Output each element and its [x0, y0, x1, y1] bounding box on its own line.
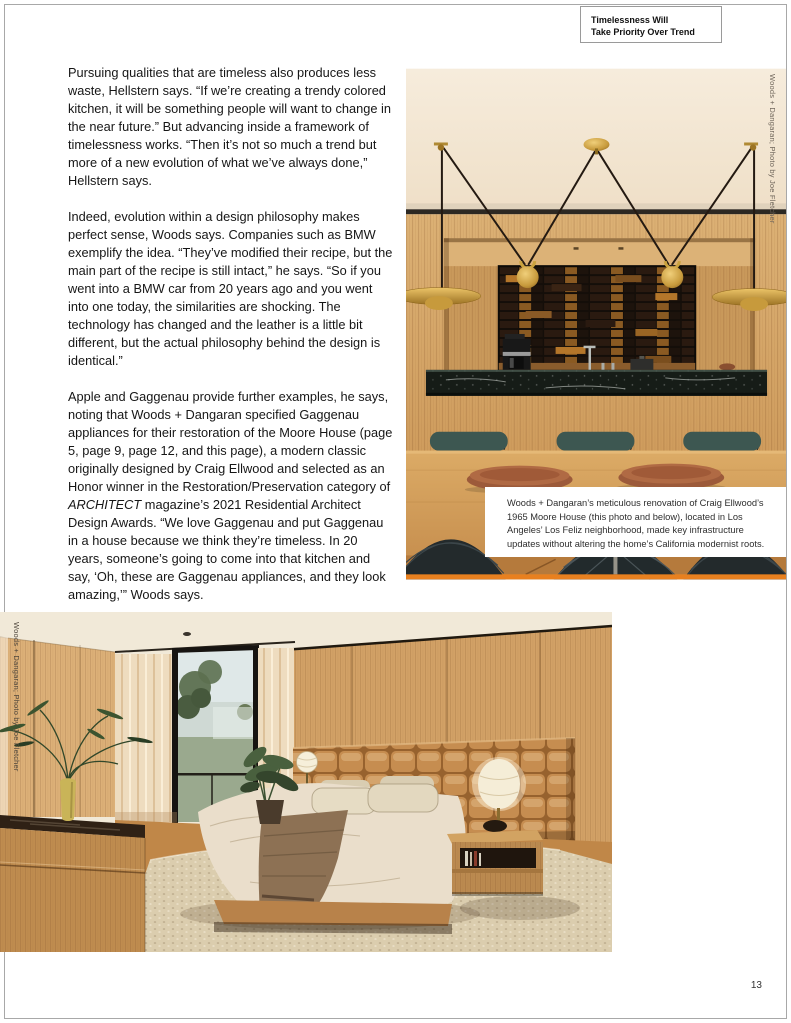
magazine-name-italic: ARCHITECT — [68, 497, 142, 512]
credenza — [0, 815, 145, 952]
bedroom-photo-art — [0, 612, 612, 952]
paragraph-1: Pursuing qualities that are timeless also produces less waste, Hellstern says. “If we’re creating a trendy colored kitchen, it will be something people will want to change in the near future.” But advancing inside a framework of timelessness works. “Then it’s not so much a trend but more of a new evolution of what we’ve always done,” Hellstern says. — [68, 65, 391, 188]
paragraph-3-text-cont: magazine’s 2021 Residential Architect Design Awards. “We love Gaggenau and put Gaggenau in a house because we think they’re timeless. In 20 years, someone’s going to come into that kitchen and say, ‘Oh, these are Gaggenau appliances, and they look amazing,’” Woods says. — [68, 497, 386, 602]
bedroom-photo — [0, 612, 612, 952]
paragraph-3 — [68, 388, 394, 604]
kitchen-photo-credit: Woods + Dangaran; Photo by Joe Fletcher — [768, 74, 777, 224]
bedroom-photo-credit: Woods + Dangaran; Photo by Joe Fletcher — [12, 622, 21, 772]
kitchen-photo-caption: Woods + Dangaran’s meticulous renovation of Craig Ellwood’s 1965 Moore House (this photo and below), located in Los Angeles’ Los Feliz neighborhood, made key infrastructure updates without altering the home’s California modernist roots. — [485, 487, 786, 557]
dining-chairs — [430, 432, 761, 451]
header-line-2: Take Priority Over Trend — [591, 27, 695, 37]
header-line-1: Timelessness Will — [591, 15, 669, 25]
paragraph-2: Indeed, evolution within a design philosophy makes perfect sense, Woods says. Companies such as BMW exemplify the idea. “They’ve modified their recipe, but the main part of the recipe is still intact,” he says. “So if you went into a BMW car from 20 years ago and you went into one today, the similarities are shocking. The technology has changed and the leather is a little bit different, but the actual philosophy behind the design is identical.” — [68, 209, 393, 368]
paragraph-3-text: Apple and Gaggenau provide further examples, he says, noting that Woods + Dangaran specified Gaggenau appliances for their restoration of the Moore House (page 5, page 9, page 12, and this page), a modern classic originally designed by Craig Ellwood and selected as an Honor winner in the Restoration/Preservation category of — [68, 389, 393, 494]
kitchen-photo — [406, 68, 786, 580]
orange-accent-strip — [406, 574, 786, 579]
page-number: 13 — [750, 980, 762, 991]
header-box — [580, 6, 722, 43]
bed — [198, 776, 466, 934]
article-text — [68, 64, 394, 622]
